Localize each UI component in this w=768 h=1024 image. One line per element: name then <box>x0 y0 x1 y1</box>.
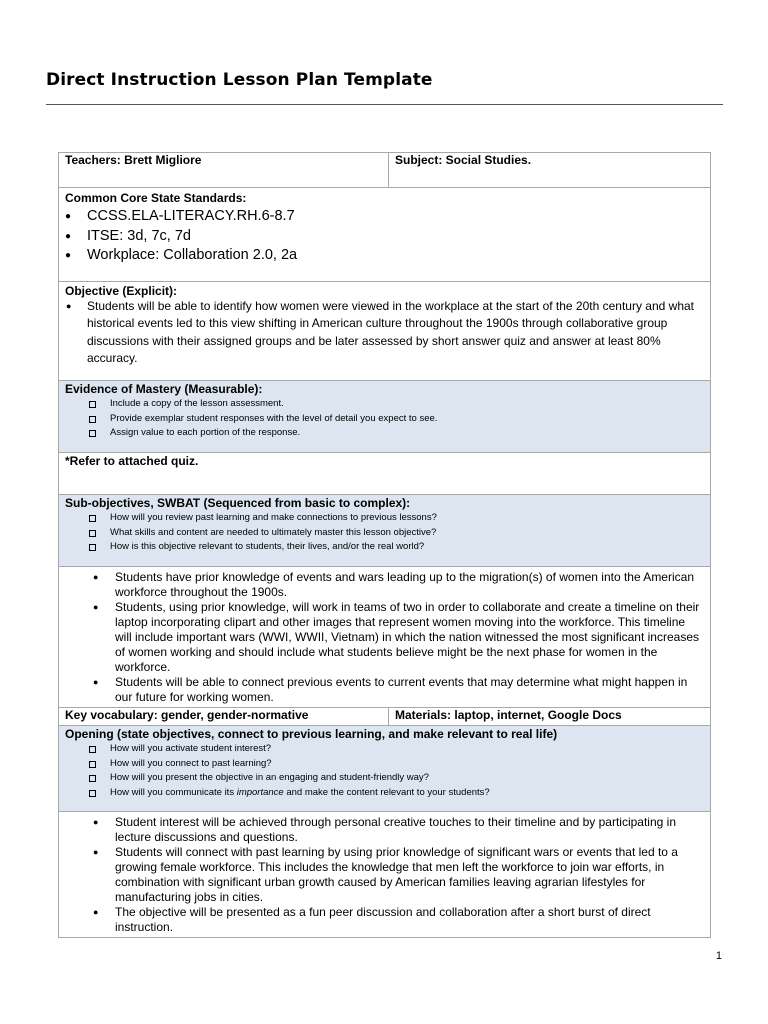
list-item: ● Students, using prior knowledge, will work in teams of two in order to collaborate and create a timeline on their laptop incorporating clipart and other images that represent women moving into the workforce. This timeline will include important wars (WWI, WWII, Vietnam) in which the nation witnessed the most significant increases of women working and should include what students believe might be the next phase for women in the workforce. <box>85 600 704 675</box>
vocabulary-label: Key vocabulary: gender, gender-normative <box>65 708 309 722</box>
list-item: Provide exemplar student responses with the level of detail you expect to see. <box>89 412 704 427</box>
standards-list <box>65 207 704 266</box>
teachers-label: Teachers: Brett Migliore <box>65 153 202 167</box>
subject-label: Subject: Social Studies. <box>395 153 532 167</box>
subobjectives-row <box>59 495 711 567</box>
evidence-answer: *Refer to attached quiz. <box>65 454 199 468</box>
page-number: 1 <box>715 950 722 962</box>
list-item: How will you communicate its importance and make the content relevant to your students? <box>89 786 704 801</box>
evidence-prompts <box>65 397 704 441</box>
list-item: ● The objective will be presented as a fun peer discussion and collaboration after a short burst of direct instruction. <box>85 905 704 935</box>
list-item: How will you review past learning and make connections to previous lessons? <box>89 511 704 526</box>
list-item: Include a copy of the lesson assessment. <box>89 397 704 412</box>
list-item: ● Students have prior knowledge of events and wars leading up to the migration(s) of women into the American workforce throughout the 1900s. <box>85 570 704 600</box>
opening-prompts <box>65 742 704 800</box>
opening-heading: Opening (state objectives, connect to previous learning, and make relevant to real life) <box>65 727 558 741</box>
opening-answer-row <box>59 812 711 938</box>
lesson-plan-table <box>58 152 711 938</box>
materials-label: Materials: laptop, internet, Google Docs <box>395 708 622 722</box>
list-item: Assign value to each portion of the response. <box>89 426 704 441</box>
objective-heading: Objective (Explicit): <box>65 284 178 298</box>
standards-row <box>59 188 711 282</box>
opening-answers <box>65 815 704 935</box>
list-item: How will you connect to past learning? <box>89 757 704 772</box>
objective-row <box>59 282 711 381</box>
subobjectives-answers <box>65 570 704 705</box>
list-item: ● Student interest will be achieved through personal creative touches to their timeline and by participating in lecture discussions and questions. <box>85 815 704 845</box>
subobjectives-prompts <box>65 511 704 555</box>
list-item: What skills and content are needed to ultimately master this lesson objective? <box>89 526 704 541</box>
subobjectives-answer-row <box>59 567 711 708</box>
evidence-row <box>59 381 711 453</box>
subobjectives-heading: Sub-objectives, SWBAT (Sequenced from basic to complex): <box>65 496 411 510</box>
title-divider <box>46 104 723 105</box>
list-item: ● Workplace: Collaboration 2.0, 2a <box>65 246 704 266</box>
list-item: How is this objective relevant to students, their lives, and/or the real world? <box>89 540 704 555</box>
list-item: ● ITSE: 3d, 7c, 7d <box>65 227 704 247</box>
list-item: ● Students will be able to connect previous events to current events that may determine what might happen in our future for working women. <box>85 675 704 705</box>
vocabulary-materials-row <box>59 708 711 726</box>
teacher-subject-row <box>59 153 711 188</box>
list-item: ● Students will connect with past learning by using prior knowledge of significant wars or events that led to a growing female workforce. This includes the knowledge that men left the workforce to join war efforts, in combination with significant urban growth caused by American families leaving agrarian lifestyles for manufacturing jobs in cities. <box>85 845 704 905</box>
evidence-answer-row <box>59 453 711 495</box>
objective-text: ● Students will be able to identify how women were viewed in the workplace at the start of the 20th century and what historical events led to this view shifting in American culture throughout the 1900s through collaborative group discussions with their assigned groups and be later assessed by short answer quiz and answer at least 80% accuracy. <box>65 298 704 367</box>
document-title: Direct Instruction Lesson Plan Template <box>46 70 433 90</box>
opening-row <box>59 726 711 812</box>
list-item: How will you activate student interest? <box>89 742 704 757</box>
evidence-heading: Evidence of Mastery (Measurable): <box>65 382 263 396</box>
list-item: ● CCSS.ELA-LITERACY.RH.6-8.7 <box>65 207 704 227</box>
list-item: How will you present the objective in an engaging and student-friendly way? <box>89 771 704 786</box>
standards-heading: Common Core State Standards: <box>65 191 247 205</box>
objective-list <box>65 298 704 367</box>
